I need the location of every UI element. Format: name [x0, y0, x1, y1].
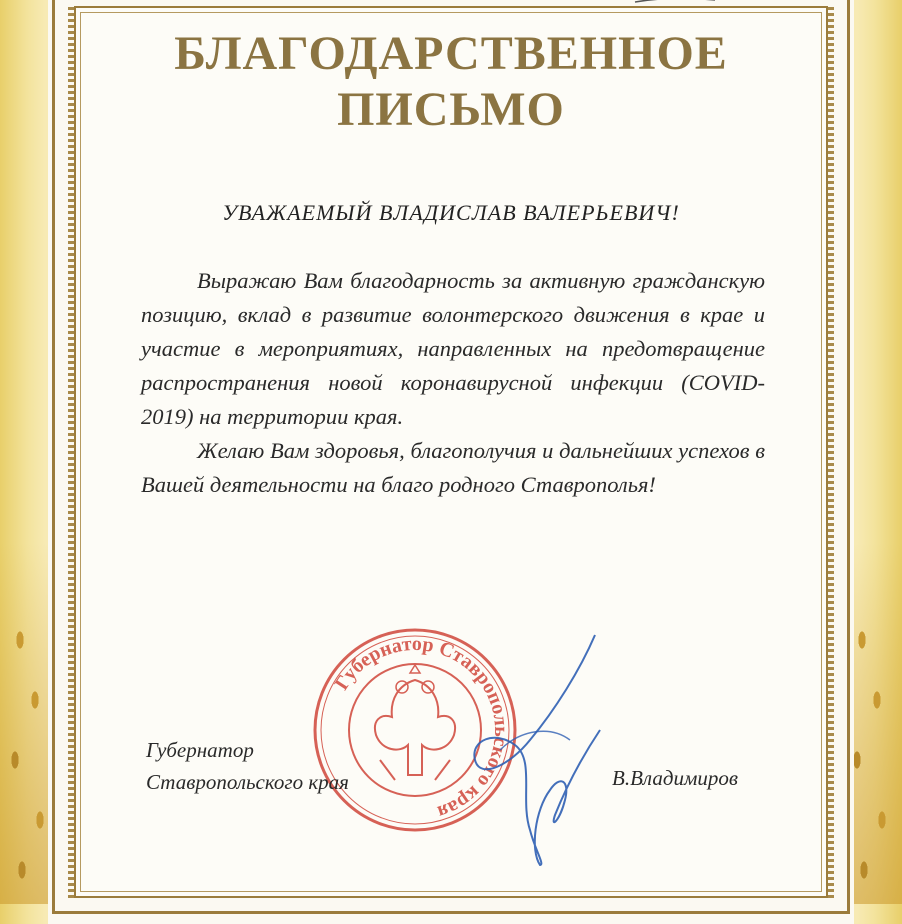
- body-paragraph-1: Выражаю Вам благодарность за активную гражданскую позицию, вклад в развитие волонтерского движения в крае и участие в мероприятиях, направленных на предотвращение распространения новой коронавирусной инфекции (COVID-2019) на территории края.: [141, 268, 765, 429]
- top-edge-mark: [630, 0, 720, 8]
- stamp-text: Губернатор Ставропольского края: [330, 632, 513, 824]
- body-paragraph-2: Желаю Вам здоровья, благополучия и дальнейших успехов в Вашей деятельности на благо родного Ставрополья!: [141, 438, 765, 497]
- letter-body: [141, 264, 765, 502]
- title-line-1: БЛАГОДАРСТВЕННОЕ: [174, 27, 728, 80]
- signer-position-line-1: Губернатор: [146, 738, 254, 762]
- signer-position: [146, 734, 349, 798]
- handwritten-signature-icon: [460, 630, 620, 870]
- salutation: УВАЖАЕМЫЙ ВЛАДИСЛАВ ВАЛЕРЬЕВИЧ!: [222, 200, 680, 225]
- letter-title: [80, 26, 822, 138]
- signer-name: В.Владимиров: [612, 766, 738, 790]
- signer-position-line-2: Ставропольского края: [146, 770, 349, 794]
- title-line-2: ПИСЬМО: [337, 83, 565, 136]
